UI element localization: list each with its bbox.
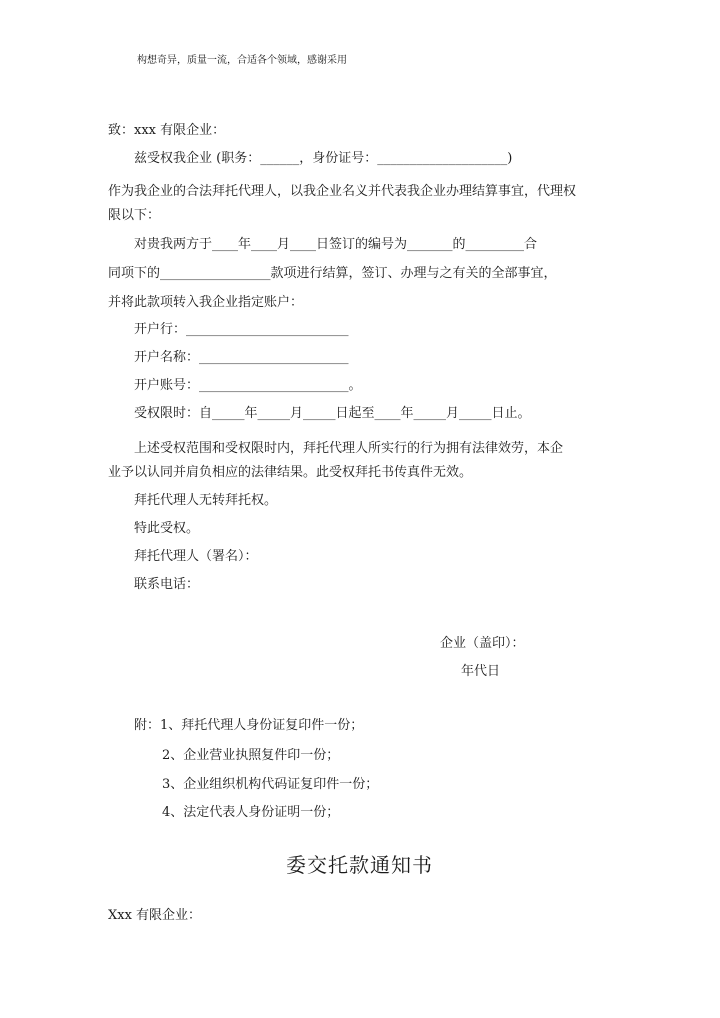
- bank-name-field: 开户行：_________________________: [134, 322, 349, 337]
- header-slogan: 构想奇异，质量一流，合适各个领域，感谢采用: [137, 55, 347, 66]
- salutation: 致：xxx 有限企业：: [108, 123, 226, 138]
- company-seal: 企业（盖印）：: [440, 636, 525, 651]
- attachment-item-4: 4、法定代表人身份证明一份；: [162, 805, 340, 820]
- contact-phone: 联系电话：: [134, 577, 200, 592]
- second-doc-title: 委交托款通知书: [286, 853, 433, 877]
- second-doc-salutation: Xxx 有限企业：: [108, 908, 202, 923]
- attachment-item-1: 附：1、拜托代理人身份证复印件一份；: [134, 718, 364, 733]
- date-line: 年代日: [461, 664, 501, 679]
- no-transfer-clause: 拜托代理人无转拜托权。: [134, 493, 278, 508]
- body-paragraph-2-line-1: 对贵我两方于____年____月____日签订的编号为_______的_________合: [134, 237, 538, 252]
- body-paragraph-1-line-1: 作为我企业的合法拜托代理人，以我企业名义并代表我企业办理结算事宜，代理权: [108, 184, 577, 199]
- intro-line: 兹受权我企业 (职务：______，身份证号：____________________): [134, 151, 513, 166]
- attachment-item-3: 3、企业组织机构代码证复印件一份；: [162, 777, 379, 792]
- body-paragraph-2-line-3: 并将此款项转入我企业指定账户：: [108, 295, 304, 310]
- hereby-authorize: 特此受权。: [134, 521, 200, 536]
- scope-line-1: 上述受权范围和受权限时内，拜托代理人所实行的行为拥有法律效劳，本企: [134, 441, 564, 456]
- account-number-field: 开户账号：_______________________。: [134, 378, 362, 393]
- body-paragraph-2-line-2: 同项下的_________________款项进行结算，签订、办理与之有关的全部事宜，: [108, 266, 557, 281]
- scope-line-2: 业予以认同并肩负相应的法律结果。此受权拜托书传真件无效。: [108, 465, 473, 480]
- attachment-item-2: 2、企业营业执照复件印一份；: [162, 748, 340, 763]
- account-name-field: 开户名称：_______________________: [134, 350, 349, 365]
- body-paragraph-1-line-2: 限以下：: [108, 208, 161, 223]
- authorization-period: 受权限时：自_____年_____月_____日起至____年_____月_____日止。: [134, 406, 531, 421]
- agent-signature: 拜托代理人（署名）：: [134, 549, 258, 564]
